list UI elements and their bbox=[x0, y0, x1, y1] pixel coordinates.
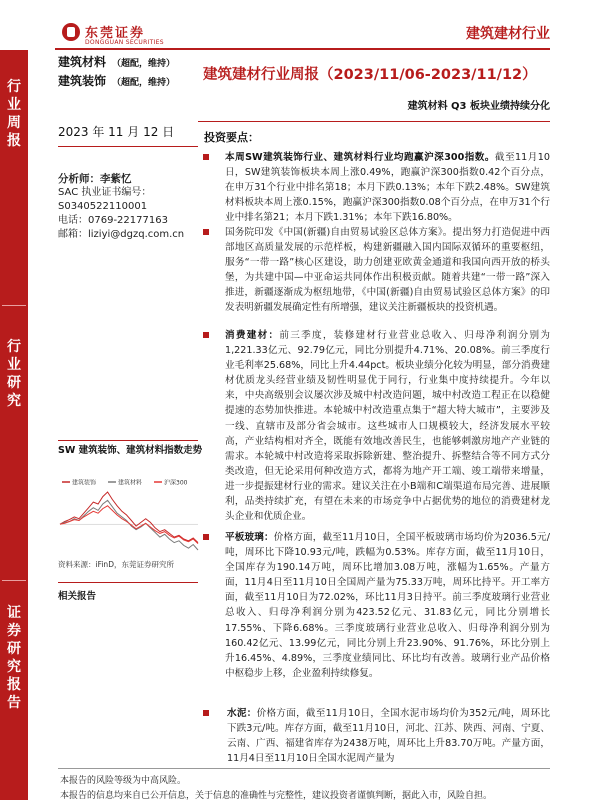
legend-label: 沪深300 bbox=[164, 479, 188, 487]
bullet-icon bbox=[203, 710, 209, 716]
point-body: 前三季度，装修建材行业营业总收入、归母净利润分别为1,221.33亿元、92.79亿元，同比分别提升4.71%、20.08%。前三季度行业毛利率25.68%，同比上升4.44pct。板块业绩分化较为明显，部分消费建材优质龙头经营业绩及韧性明显优于同行，行业集中度持续提升。今年以来，中央高级别会议屡次涉及城中村改造问题，城中村改造工程正在以稳健提速的态势加快推进。本轮城中村改造重点集于“超大特大城市”，主要涉及一线、直辖市及部分省会城市。这些城市人口规模较大，经济发展水平较高，产业结构相对齐全，既能有效地改善民生，也能够刺激房地产产业链的需求。本轮城中村改造将采取拆除新建、整治提升、拆整结合等不同方式分类改造，但无论采用何种改造方式，都将为地产开工端、竣工端带来增量，进一步提振建材行业的需求。建议关注在小B端和C端渠道布局完善、进展顺利，品类持续扩充，有望在未来的市场竞争中占据优势的地位的消费建材龙头企业和优质企业。 bbox=[225, 330, 551, 523]
key-points-heading: 投资要点： bbox=[204, 131, 259, 144]
bullet-icon bbox=[203, 534, 209, 540]
point-flat-glass bbox=[203, 530, 550, 681]
point-consumer-materials bbox=[203, 328, 550, 524]
logo-icon bbox=[62, 23, 80, 41]
bullet-icon bbox=[203, 332, 209, 338]
footer-disclaimer: 本报告的信息均来自已公开信息，关于信息的准确性与完整性，建议投资者谨慎判断，据此入市，风险自担。 bbox=[60, 791, 493, 801]
side-label-weekly: 行 业 周 报 bbox=[7, 79, 21, 149]
side-label-report: 证 券 研 究 报 告 bbox=[7, 605, 21, 711]
point-lead: 水泥： bbox=[227, 708, 257, 719]
bullet-icon bbox=[203, 154, 209, 160]
analyst-info bbox=[58, 172, 184, 242]
title-divider bbox=[198, 121, 550, 122]
series-line-沪深300 bbox=[60, 506, 198, 544]
analyst-cert: S0340522110001 bbox=[58, 201, 148, 212]
point-lead: 本周SW建筑装饰行业、建筑材料行业均跑赢沪深300指数。 bbox=[225, 152, 495, 163]
side-divider bbox=[2, 305, 26, 306]
industry-label: 建筑建材行业 bbox=[466, 26, 550, 42]
point-lead: 消费建材： bbox=[225, 330, 280, 341]
series-line-建筑装饰 bbox=[60, 492, 198, 543]
report-date: 2023 年 11 月 12 日 bbox=[58, 125, 175, 139]
side-divider bbox=[2, 580, 26, 581]
footer-risk: 本报告的风险等级为中高风险。 bbox=[60, 776, 187, 786]
analyst-cert-label: SAC 执业证书编号： bbox=[58, 187, 152, 198]
point-lead: 平板玻璃： bbox=[225, 532, 274, 543]
tag-rating: （超配，维持） bbox=[112, 59, 176, 69]
index-trend-chart bbox=[56, 476, 202, 556]
analyst-name: 分析师：李紫忆 bbox=[58, 173, 132, 185]
tag-rating: （超配，维持） bbox=[112, 78, 176, 88]
left-divider bbox=[58, 440, 198, 441]
analyst-email[interactable]: 邮箱：liziyi@dgzq.com.cn bbox=[58, 229, 185, 240]
point-index-performance bbox=[203, 150, 550, 225]
point-body: 价格方面，截至11月10日，全国平板玻璃市场均价为2036.5元/吨，周环比下降10.93元/吨，跌幅为0.53%。库存方面，截至11月10日，全国库存为190.14万吨，周环比增加3.08万吨，涨幅为1.65%。产量方面，11月4日至11月10日全国周产量为75.33万吨，周环比持平。开工率方面，截至11月10日为72.02%，环比11月3日持平。前三季度玻璃行业营业总收入、归母净利润分别为423.52亿元、31.83亿元，同比分别增长17.55%、下降6.68%。三季度玻璃行业营业总收入、归母净利润分别为160.42亿元、13.99亿元，同比分别上升23.90%、91.76%，环比分别上升16.45%、4.89%，三季度业绩同比、环比均有改善。玻璃行业产品价格中枢稳步上移，企业盈利持续修复。 bbox=[225, 532, 551, 679]
tag-name: 建筑材料 bbox=[58, 55, 107, 69]
logo-english: DONGGUAN SECURITIES bbox=[85, 39, 164, 46]
left-divider bbox=[58, 146, 198, 147]
legend-label: 建筑材料 bbox=[118, 479, 143, 487]
series-line-建筑材料 bbox=[60, 500, 198, 550]
left-divider bbox=[58, 582, 198, 583]
related-reports: 相关报告 bbox=[58, 591, 97, 602]
report-subtitle: 建筑材料 Q3 板块业绩持续分化 bbox=[407, 101, 550, 112]
point-body: 价格方面，截至11月10日，全国水泥市场均价为352元/吨，周环比下跌3元/吨。库存方面，截至11月10日，河北、江苏、陕西、河南、宁夏、云南、广西、福建省库存为2438万吨，周环比上升83.70万吨。产量方面，11月4日至11月10日全国水泥周产量为 bbox=[227, 708, 550, 765]
report-title: 建筑建材行业周报（2023/11/06-2023/11/12） bbox=[203, 67, 537, 83]
chart-title: SW 建筑装饰、建筑材料指数走势 bbox=[58, 445, 203, 456]
analyst-phone: 电话：0769-22177163 bbox=[58, 215, 168, 226]
chart-source: 资料来源：iFinD，东莞证券研究所 bbox=[58, 560, 174, 569]
bullet-icon bbox=[203, 229, 209, 235]
side-label-research: 行 业 研 究 bbox=[7, 339, 21, 409]
logo-name: 东莞证券 bbox=[85, 26, 146, 41]
footer-divider bbox=[58, 768, 550, 769]
industry-tag bbox=[58, 53, 175, 70]
point-cement bbox=[203, 706, 550, 766]
point-xinjiang-ftz bbox=[203, 225, 550, 316]
legend-label: 建筑装饰 bbox=[72, 479, 97, 487]
point-body: 截至11月10日，SW建筑装饰板块本周上涨0.49%，跑赢沪深300指数0.42个百分点，在申万31个行业中排名第18；本月下跌0.13%；本年下跌2.48%。SW建筑材料板块本周上涨0.15%，跑赢沪深300指数0.08个百分点，在申万31个行业中排名第21；本月下跌1.31%；本年下跌16.80%。 bbox=[225, 152, 550, 224]
header-divider bbox=[55, 48, 550, 50]
point-body: 国务院印发《中国(新疆)自由贸易试验区总体方案》。提出努力打造促进中西部地区高质量发展的示范样板，构建新疆融入国内国际双循环的重要枢纽，服务“一带一路”核心区建设，助力创建亚欧黄金通道和我国向西开放的桥头堡，为共建中国—中亚命运共同体作出积极贡献。随着共建“一带一路”深入推进，新疆逐渐成为枢纽地带，《中国(新疆)自由贸易试验区总体方案》的印发表明新疆发展确定性有所增强，建议关注新疆板块的投资机遇。 bbox=[225, 227, 550, 314]
industry-tag bbox=[58, 72, 175, 89]
tag-name: 建筑装饰 bbox=[58, 74, 107, 88]
company-logo bbox=[62, 21, 180, 49]
